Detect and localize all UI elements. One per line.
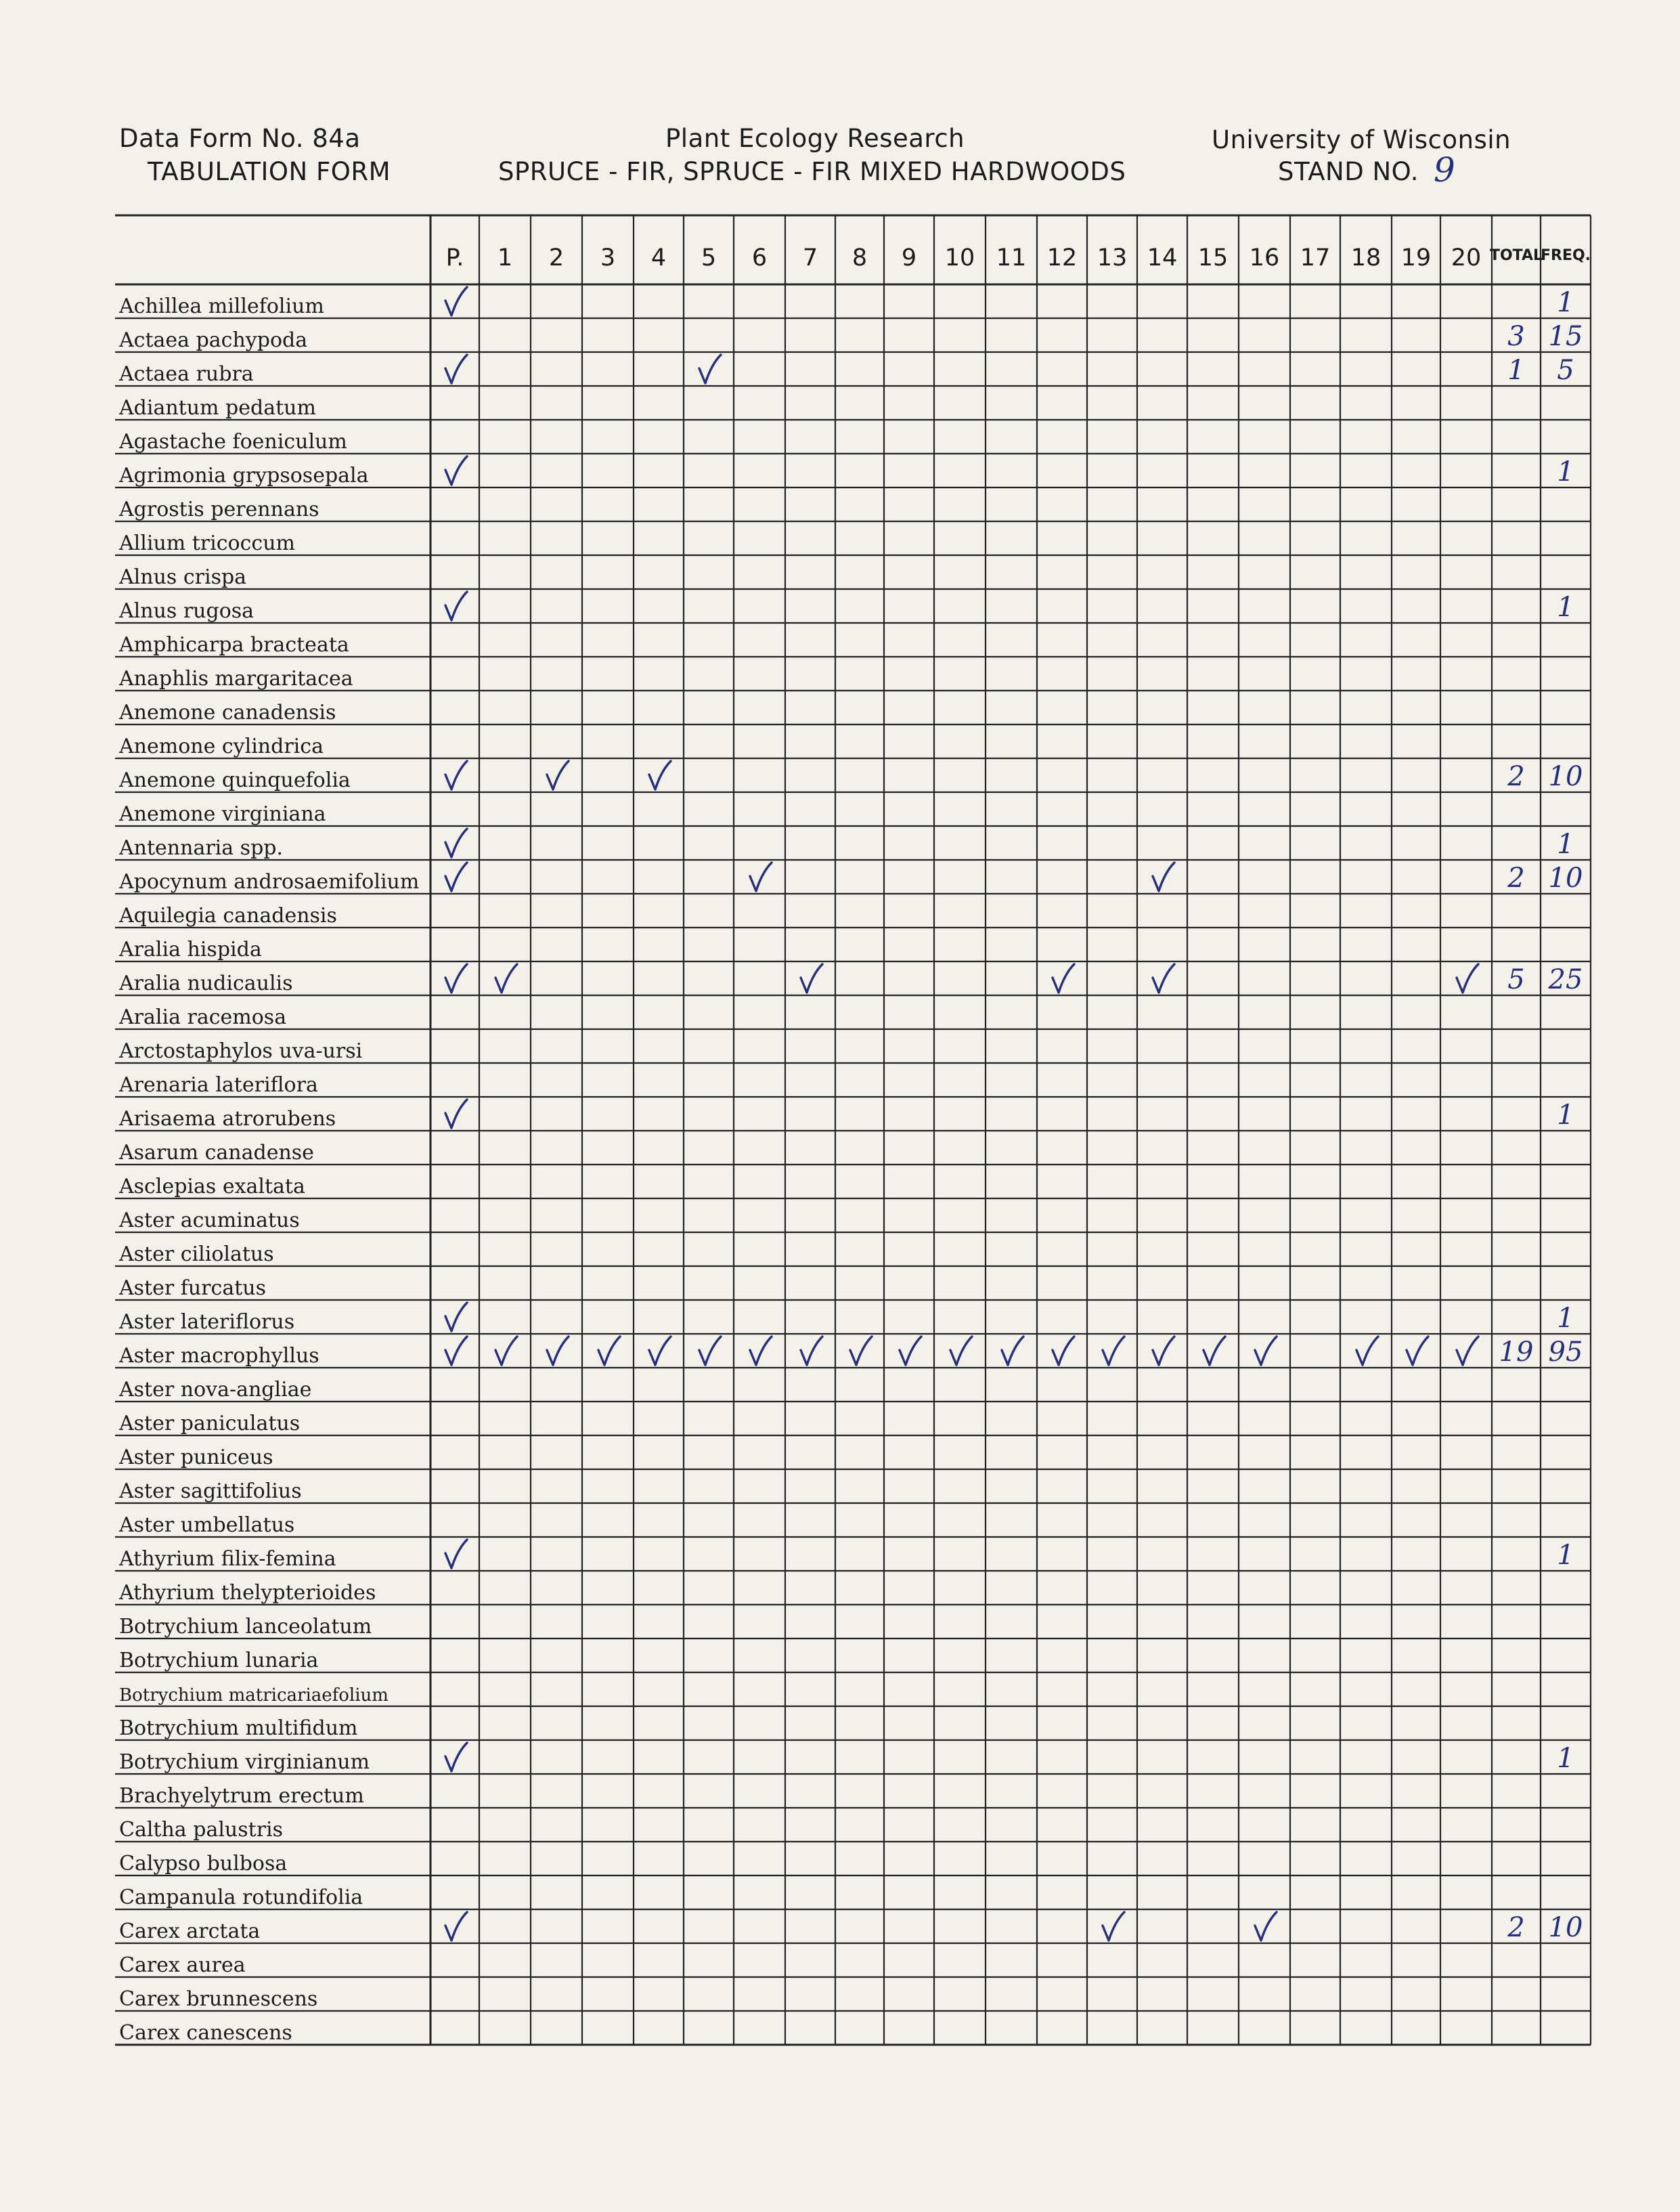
table-row	[118, 565, 246, 589]
check-mark-icon	[1153, 863, 1174, 891]
table-row	[118, 1175, 305, 1198]
species-name: Athyrium thelypterioides	[119, 1581, 376, 1605]
table-row	[118, 735, 324, 758]
table-row	[118, 355, 1574, 386]
species-name: Caltha palustris	[119, 1818, 284, 1842]
table-row	[118, 701, 336, 724]
check-mark-icon	[445, 863, 467, 891]
species-name: Apocynum androsaemifolium	[119, 870, 420, 894]
table-row	[118, 1141, 314, 1165]
table-row	[118, 1513, 294, 1537]
table-row	[119, 1987, 317, 2011]
table-row	[118, 1039, 362, 1063]
check-mark-icon	[801, 964, 822, 993]
table-row	[118, 761, 1583, 792]
total-value: 2	[1507, 1912, 1525, 1943]
check-mark-icon	[1255, 1337, 1277, 1365]
species-name: Aster sagittifolius	[119, 1479, 302, 1503]
species-name: Aralia nudicaulis	[119, 972, 293, 995]
table-row	[118, 1479, 302, 1503]
species-name: Anemone quinquefolia	[119, 768, 351, 792]
table-row	[118, 1412, 300, 1435]
check-mark-icon	[801, 1337, 822, 1365]
check-mark-icon	[1153, 964, 1174, 993]
species-name: Aster lateriflorus	[119, 1310, 295, 1334]
species-name: Aralia hispida	[119, 938, 262, 961]
check-mark-icon	[547, 761, 569, 789]
table-row	[118, 1073, 318, 1097]
table-row	[118, 456, 1574, 487]
check-mark-icon	[445, 456, 467, 485]
form-type: TABULATION FORM	[148, 157, 391, 186]
check-mark-icon	[649, 1337, 671, 1365]
column-header-freq: FREQ.	[1540, 247, 1591, 264]
species-name: Aquilegia canadensis	[119, 904, 337, 928]
total-value: 19	[1499, 1337, 1534, 1368]
check-mark-icon	[547, 1337, 569, 1365]
table-row	[118, 532, 295, 555]
check-mark-icon	[445, 761, 467, 789]
table-row	[118, 1303, 1574, 1334]
stand-number: 9	[1434, 150, 1455, 190]
column-header-4: 4	[650, 244, 667, 272]
column-header-6: 6	[751, 244, 768, 272]
check-mark-icon	[1203, 1337, 1225, 1365]
check-mark-icon	[1255, 1912, 1277, 1940]
species-name: Aster macrophyllus	[119, 1344, 319, 1368]
table-row	[118, 1446, 273, 1469]
species-name: Aster puniceus	[119, 1446, 273, 1469]
species-name: Adiantum pedatum	[119, 396, 316, 420]
check-mark-icon	[445, 829, 467, 857]
frequency-value: 15	[1548, 321, 1583, 352]
check-mark-icon	[495, 1337, 517, 1365]
table-row	[118, 1581, 376, 1605]
frequency-value: 10	[1548, 1912, 1583, 1943]
total-value: 2	[1507, 761, 1525, 792]
species-name: Agrimonia grypsosepala	[119, 464, 369, 487]
column-header-19: 19	[1400, 244, 1432, 272]
table-row	[118, 592, 1574, 623]
table-row	[118, 430, 347, 454]
total-value: 3	[1507, 321, 1525, 352]
check-mark-icon	[1457, 1337, 1478, 1365]
species-name: Carex brunnescens	[119, 1987, 318, 2011]
table-row	[119, 1615, 372, 1639]
check-mark-icon	[1002, 1337, 1023, 1365]
check-mark-icon	[950, 1337, 972, 1365]
check-mark-icon	[750, 1337, 772, 1365]
community-title: SPRUCE - FIR, SPRUCE - FIR MIXED HARDWOODS	[498, 157, 1126, 186]
species-name: Aster umbellatus	[119, 1513, 295, 1537]
species-name: Carex canescens	[119, 2021, 292, 2045]
frequency-value: 1	[1557, 287, 1574, 318]
species-name: Asclepias exaltata	[119, 1175, 305, 1198]
column-header-14: 14	[1147, 244, 1178, 272]
column-header-15: 15	[1197, 244, 1229, 272]
check-mark-icon	[699, 355, 721, 383]
species-name: Antennaria spp.	[119, 836, 284, 860]
table-row	[118, 1209, 300, 1232]
frequency-value: 10	[1548, 863, 1583, 894]
table-row	[118, 321, 1583, 352]
species-name: Botrychium lanceolatum	[119, 1615, 372, 1639]
frequency-value: 1	[1557, 829, 1574, 860]
table-row	[118, 396, 316, 420]
check-mark-icon	[900, 1337, 921, 1365]
table-row	[119, 2021, 292, 2045]
frequency-value: 1	[1557, 1540, 1574, 1571]
table-row	[118, 829, 1574, 860]
check-mark-icon	[445, 1303, 467, 1331]
species-name: Botrychium lunaria	[119, 1649, 319, 1672]
species-name: Actaea pachypoda	[119, 328, 308, 352]
species-name: Botrychium virginianum	[119, 1750, 370, 1774]
column-header-5: 5	[701, 244, 717, 272]
frequency-value: 1	[1557, 592, 1574, 623]
column-header-total: TOTAL	[1489, 247, 1543, 264]
check-mark-icon	[1356, 1337, 1378, 1365]
table-row	[119, 1784, 364, 1808]
table-row	[118, 964, 1583, 995]
table-row	[118, 1100, 1574, 1131]
column-header-p: P.	[445, 244, 464, 272]
total-value: 5	[1507, 964, 1525, 995]
frequency-value: 1	[1557, 1303, 1574, 1334]
column-header-18: 18	[1350, 244, 1381, 272]
table-row	[119, 1852, 287, 1875]
species-name: Allium tricoccum	[119, 532, 295, 555]
column-header-1: 1	[497, 244, 513, 272]
column-header-3: 3	[600, 244, 616, 272]
species-name: Carex aurea	[119, 1953, 246, 1977]
total-value: 2	[1507, 863, 1525, 894]
table-row	[118, 1337, 1583, 1368]
species-name: Achillea millefolium	[119, 295, 324, 318]
frequency-value: 95	[1548, 1337, 1583, 1368]
table-row	[118, 498, 319, 521]
column-header-20: 20	[1451, 244, 1482, 272]
table-row	[119, 1912, 1583, 1943]
frequency-value: 5	[1557, 355, 1574, 386]
species-name: Anemone cylindrica	[119, 735, 324, 758]
species-name: Aralia racemosa	[119, 1005, 287, 1029]
species-name: Aster furcatus	[119, 1276, 266, 1300]
check-mark-icon	[1103, 1912, 1124, 1940]
check-mark-icon	[1407, 1337, 1428, 1365]
column-header-7: 7	[802, 244, 818, 272]
species-name: Anemone virginiana	[119, 802, 326, 826]
check-mark-icon	[495, 964, 517, 993]
check-mark-icon	[1103, 1337, 1124, 1365]
species-name: Amphicarpa bracteata	[119, 633, 349, 657]
table-row	[118, 1242, 274, 1266]
check-mark-icon	[649, 761, 671, 789]
species-name: Athyrium filix-femina	[119, 1547, 336, 1571]
check-mark-icon	[445, 1912, 467, 1940]
species-name: Carex arctata	[119, 1920, 261, 1943]
species-name: Actaea rubra	[119, 362, 254, 386]
frequency-value: 1	[1557, 1743, 1574, 1774]
column-headers	[446, 244, 1591, 272]
frequency-value: 1	[1557, 1100, 1574, 1131]
check-mark-icon	[1153, 1337, 1174, 1365]
column-header-16: 16	[1249, 244, 1280, 272]
species-name: Agastache foeniculum	[119, 430, 347, 454]
species-name: Aster ciliolatus	[119, 1242, 274, 1266]
species-name: Asarum canadense	[119, 1141, 314, 1165]
check-mark-icon	[445, 1743, 467, 1771]
table-row	[118, 1276, 266, 1300]
table-row	[118, 667, 353, 691]
check-mark-icon	[445, 1100, 467, 1128]
table-row	[118, 633, 349, 657]
table-row	[119, 1886, 363, 1909]
frequency-value: 1	[1557, 456, 1574, 487]
species-name: Calypso bulbosa	[119, 1852, 288, 1875]
species-name: Anaphlis margaritacea	[119, 667, 353, 691]
table-row	[118, 1378, 311, 1402]
species-name: Anemone canadensis	[119, 701, 336, 724]
table-row	[119, 1818, 283, 1842]
check-mark-icon	[445, 287, 467, 316]
species-name: Aster nova-angliae	[119, 1378, 312, 1402]
table-row	[119, 1685, 389, 1706]
table-row	[118, 904, 337, 928]
species-name: Botrychium multifidum	[119, 1716, 358, 1740]
table-row	[119, 1649, 319, 1672]
frequency-value: 10	[1548, 761, 1583, 792]
species-name: Arenaria lateriflora	[119, 1073, 318, 1097]
check-mark-icon	[699, 1337, 721, 1365]
column-header-9: 9	[901, 244, 917, 272]
form-number: Data Form No. 84a	[119, 124, 361, 153]
species-name: Alnus rugosa	[119, 599, 255, 623]
table-row	[118, 1005, 286, 1029]
check-mark-icon	[1053, 1337, 1074, 1365]
check-mark-icon	[850, 1337, 872, 1365]
column-header-13: 13	[1097, 244, 1128, 272]
check-mark-icon	[445, 355, 467, 383]
species-name: Brachyelytrum erectum	[119, 1784, 364, 1808]
check-mark-icon	[750, 863, 772, 891]
species-name: Alnus crispa	[119, 565, 247, 589]
column-header-10: 10	[944, 244, 975, 272]
check-mark-icon	[1053, 964, 1074, 993]
column-header-11: 11	[996, 244, 1027, 272]
column-header-17: 17	[1300, 244, 1331, 272]
species-name: Aster paniculatus	[119, 1412, 301, 1435]
table-row	[119, 1953, 246, 1977]
table-row	[118, 802, 326, 826]
stand-label: STAND NO.	[1278, 157, 1419, 186]
check-mark-icon	[598, 1337, 620, 1365]
check-mark-icon	[445, 1337, 467, 1365]
check-mark-icon	[445, 592, 467, 620]
column-header-2: 2	[548, 244, 565, 272]
species-name: Arctostaphylos uva-ursi	[119, 1039, 363, 1063]
project-title: Plant Ecology Research	[665, 124, 965, 153]
species-name: Aster acuminatus	[119, 1209, 300, 1232]
species-name: Campanula rotundifolia	[119, 1886, 363, 1909]
check-mark-icon	[445, 1540, 467, 1568]
table-row	[118, 938, 262, 961]
table-row	[118, 1540, 1574, 1571]
species-name: Agrostis perennans	[119, 498, 319, 521]
species-name: Arisaema atrorubens	[119, 1107, 336, 1131]
column-header-12: 12	[1046, 244, 1078, 272]
total-value: 1	[1507, 355, 1525, 386]
institution: University of Wisconsin	[1212, 125, 1511, 154]
table-row	[118, 863, 1583, 894]
table-row	[118, 287, 1574, 318]
table-row	[119, 1743, 1574, 1774]
frequency-value: 25	[1548, 964, 1583, 995]
check-mark-icon	[1457, 964, 1478, 993]
table-row	[119, 1716, 357, 1740]
column-header-8: 8	[852, 244, 868, 272]
check-mark-icon	[445, 964, 467, 993]
species-name: Botrychium matricariaefolium	[119, 1685, 389, 1706]
